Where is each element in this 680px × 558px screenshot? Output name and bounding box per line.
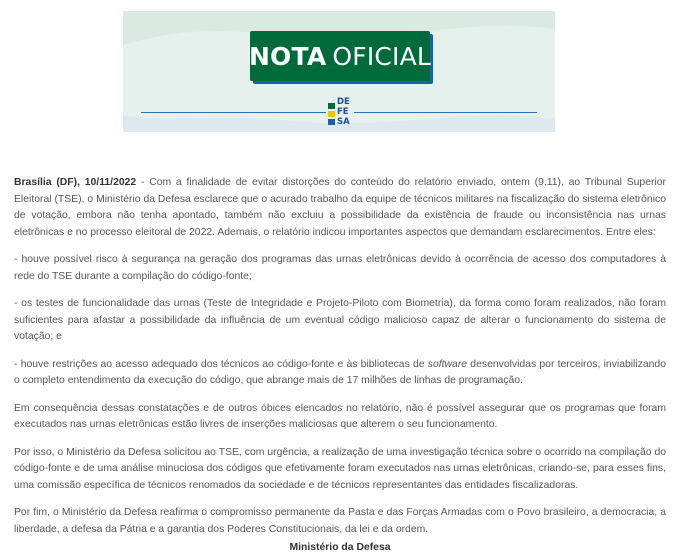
note-item-tests: - os testes de funcionalidade das urnas (Teste de Integridade e Projeto-Piloto com Biometria), da forma como foram realizados, não foram suficientes para afastar a possibilidade da influência de um eventual código malicioso capaz de alterar o funcionamento do sistema de votação; e (14, 298, 666, 342)
note-consequence-paragraph: Em consequência dessas constatações e de outros óbices elencados no relatório, não é possível assegurar que os programas que foram executados nas urnas eletrônicas estão livres de inserções maliciosas que alterem o seu funcionamento. (14, 402, 666, 430)
note-item-access-after: desenvolvidas por terceiros, inviabilizando o completo entendimento da execução do código, que abrange mais de 17 milhões de linhas de programação. (14, 358, 666, 386)
banner-title-bold: NOTA (248, 41, 327, 71)
note-date: Brasília (DF), 10/11/2022 (14, 177, 137, 188)
defesa-logo-flag-icon (328, 103, 335, 125)
banner-divider-right (354, 112, 537, 113)
note-closing-paragraph: Por fim, o Ministério da Defesa reafirma o compromisso permanente da Pasta e das Forças Armadas com o Povo brasileiro, a democracia, a liberdade, a defesa da Pátria e a garantia dos Poderes Constitucionais, da lei e da ordem. (14, 507, 666, 535)
note-signature: Ministério da Defesa (289, 542, 391, 553)
note-item-access-before: - houve restrições ao acesso adequado dos técnicos ao código-fonte e às bibliotecas de (14, 358, 428, 370)
nota-oficial-banner (123, 11, 555, 132)
note-item-security: - houve possível risco à segurança na geração dos programas das urnas eletrônicas devido à ocorrência de acesso dos computadores à rede do TSE durante a compilação do código-fonte; (14, 254, 666, 282)
defesa-logo-line-3: SA (337, 117, 350, 127)
note-request-paragraph: Por isso, o Ministério da Defesa solicitou ao TSE, com urgência, a realização de uma investigação técnica sobre o ocorrido na compilação do código-fonte e de uma análise minuciosa dos códigos que efetivamente foram executados nas urnas eletrônicas, criando-se, para esses fins, uma comissão específica de técnicos renomados da sociedade e de técnicos representantes das entidades fiscalizadoras. (14, 446, 666, 491)
note-intro-paragraph (14, 175, 666, 241)
defesa-logo-line-2: FE (337, 107, 349, 117)
note-intro-text: - Com a finalidade de evitar distorções do conteúdo do relatório enviado, ontem (9.11), ao Tribunal Superior Eleitoral (TSE), o Ministério da Defesa esclarece que o acurado trabalho da equipe de técnicos militares na fiscalização do sistema eletrônico de votação, embora não tenha apontado, também não excluiu a possibilidade da existência de fraude ou inconsistência nas urnas eletrônicas e no processo eleitoral de 2022. Ademais, o relatório indicou importantes aspectos que demandam esclarecimentos. Entre eles: (14, 177, 666, 238)
banner-divider-left (141, 112, 326, 113)
note-item-access-italic: software (427, 358, 468, 370)
defesa-logo (328, 97, 352, 127)
banner-title (250, 31, 430, 81)
defesa-logo-line-1: DE (337, 97, 350, 107)
note-item-access (14, 357, 666, 390)
defesa-logo-text (337, 97, 350, 127)
banner-title-light: OFICIAL (332, 41, 432, 71)
note-body (14, 175, 666, 549)
